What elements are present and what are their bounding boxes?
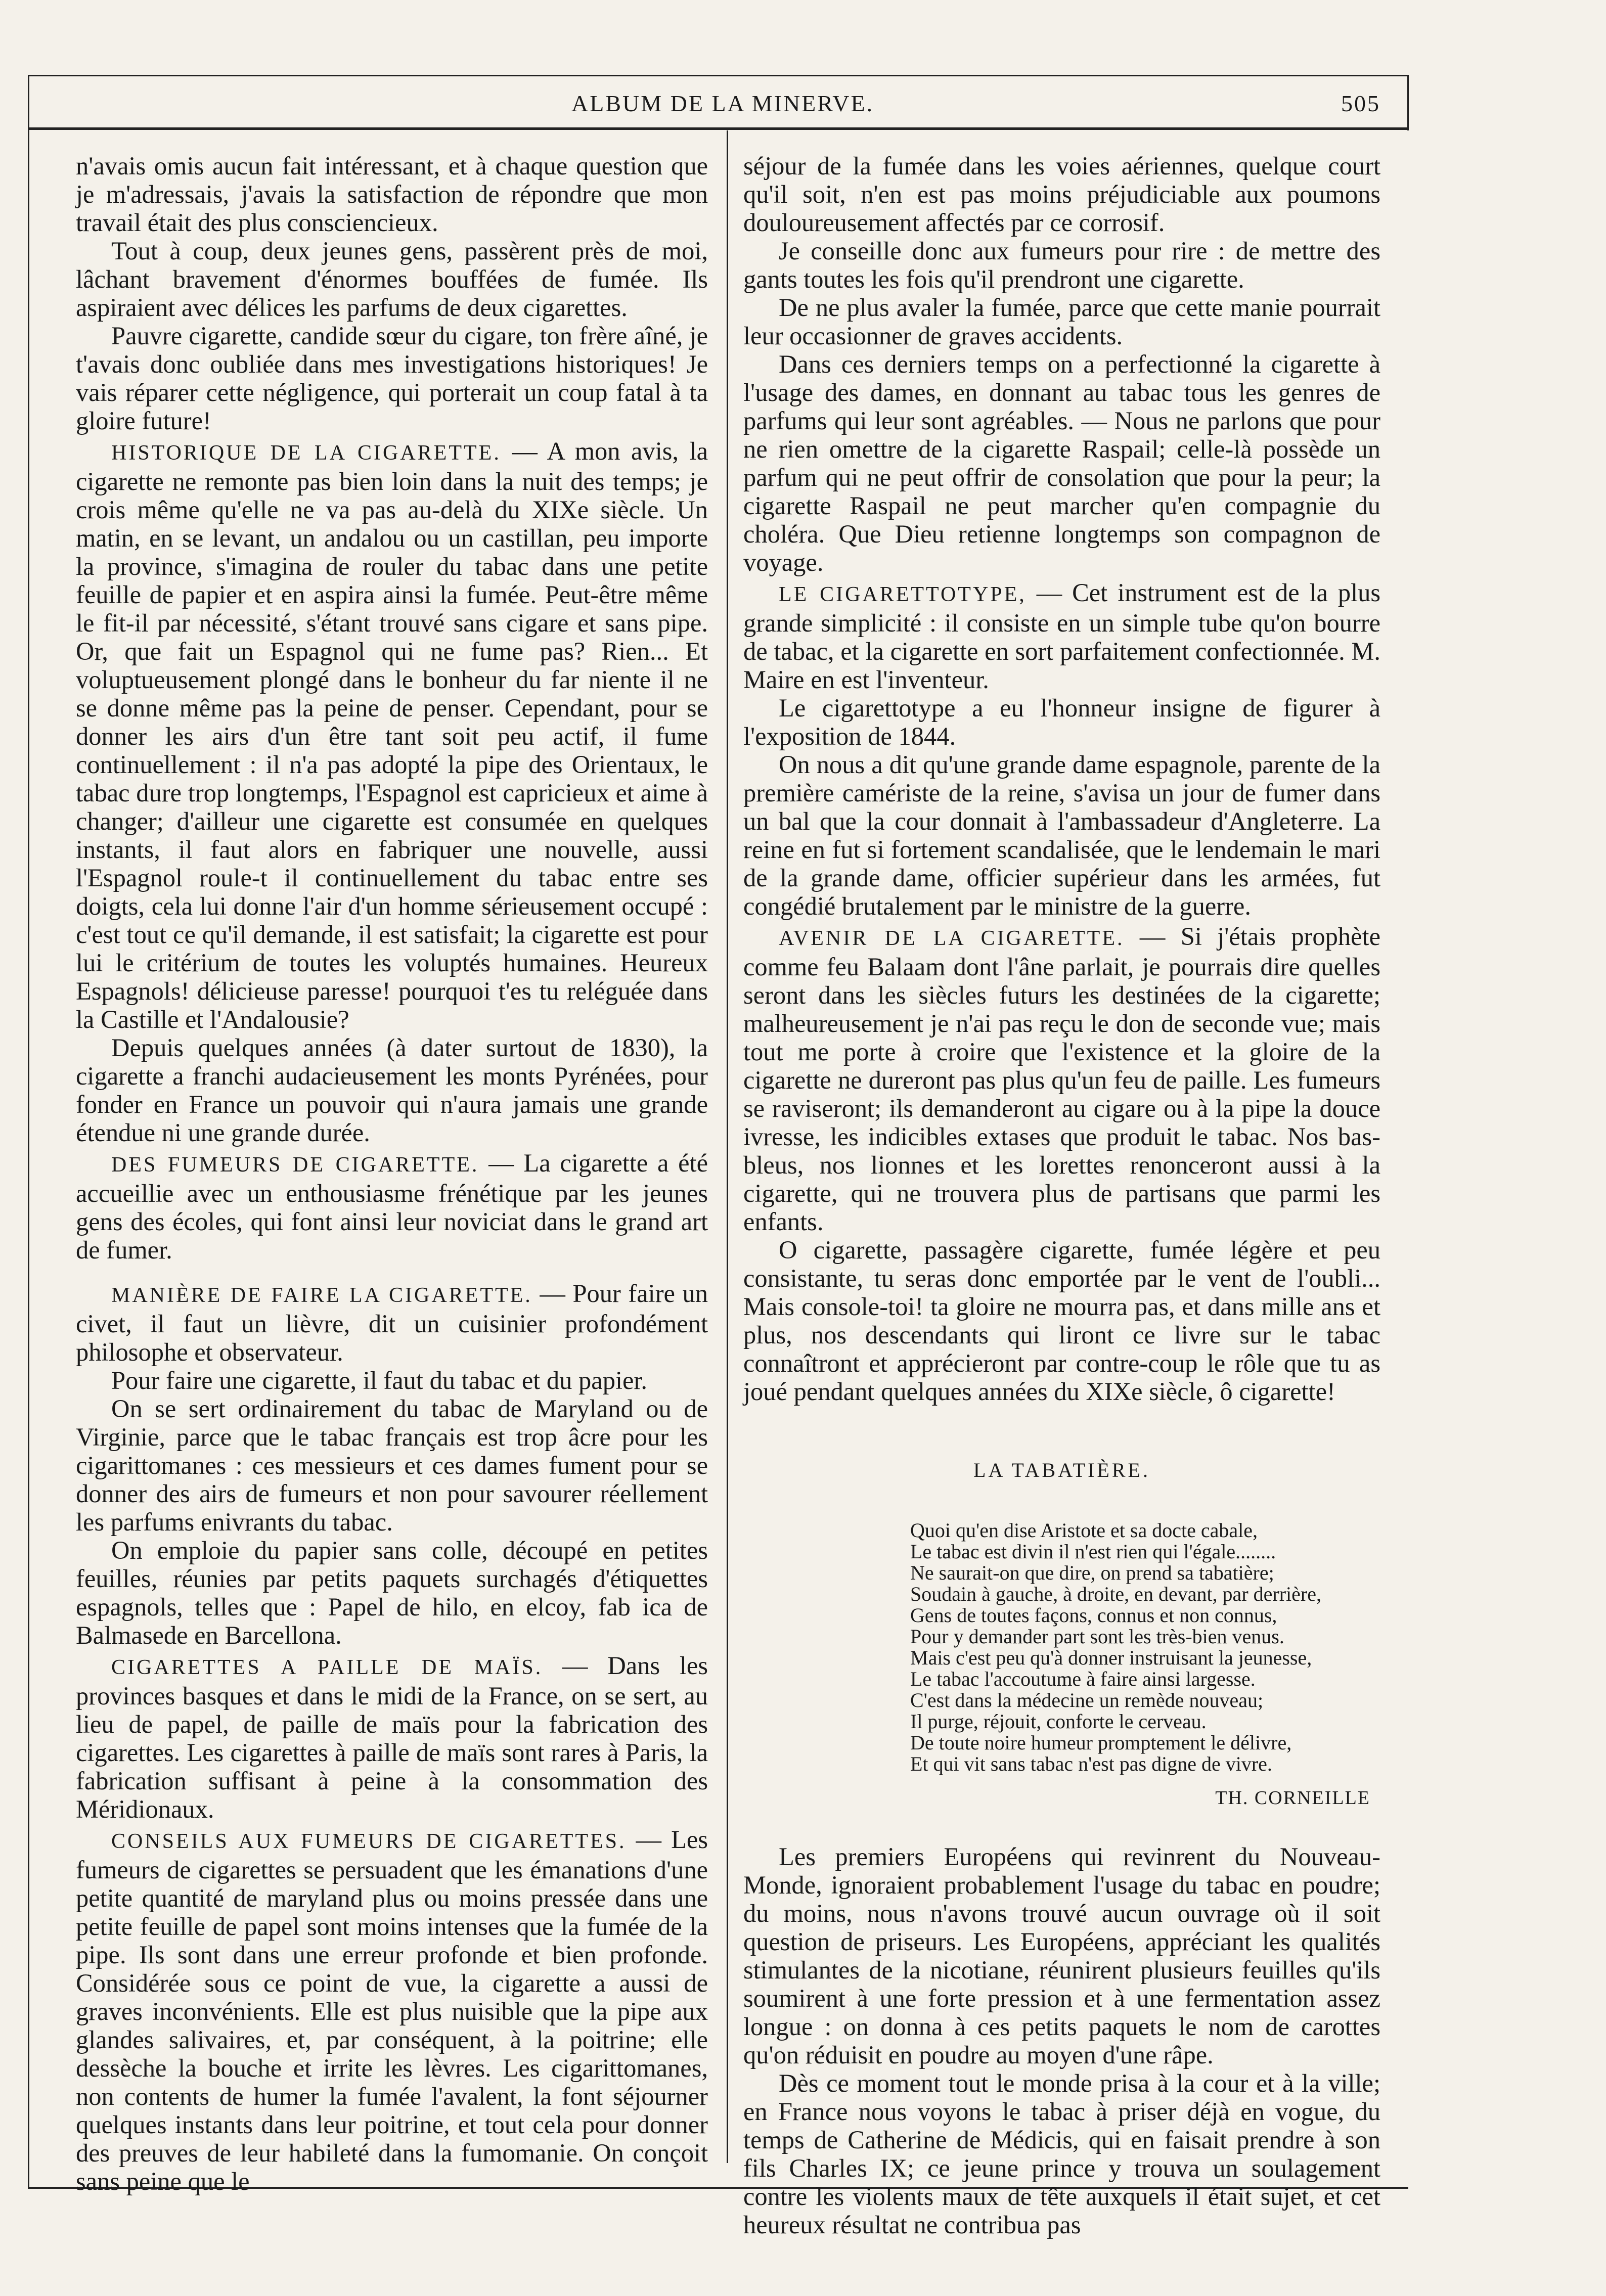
poem-line: Soudain à gauche, à droite, en devant, par derrière, [910,1583,1321,1605]
paragraph: Le cigarettotype a eu l'honneur insigne de figurer à l'exposition de 1844. [743,694,1380,750]
header-top-rule [28,75,1408,76]
paragraph: Tout à coup, deux jeunes gens, passèrent près de moi, lâchant bravement d'énormes bouffées de fumée. Ils aspiraient avec délices les parfums de deux cigarettes. [76,237,708,322]
paragraph: Les premiers Européens qui revinrent du Nouveau-Monde, ignoraient probablement l'usage du tabac en poudre; du moins, nous n'avons trouvé aucun ouvrage où il soit question de priseurs. Les Européens, appréciant les qualités stimulantes de la nicotiane, réunirent plusieurs feuilles qu'ils soumirent à une forte pression et à une fermentation assez longue : on donna à ces petits paquets le nom de carottes qu'on réduisit en poudre au moyen d'une râpe. [743,1842,1380,2069]
right-column [743,152,1380,2239]
paragraph: Pour faire une cigarette, il faut du tabac et du papier. [111,1366,648,1394]
running-header [35,85,1401,125]
section-text: — A mon avis, la cigarette ne remonte pas bien loin dans la nuit des temps; je crois même qu'elle ne va pas au-delà du XIXe siècle. Un matin, en se levant, un andalou ou un castillan, peu importe la province, s'imagina de rouler du tabac dans une petite feuille de papier et en aspira ainsi la fumée. Peut-être même le fit-il par nécessité, s'étant trouvé sans cigare et sans pipe. Or, que fait un Espagnol qui ne fume pas? Rien... Et voluptueusement plongé dans le bonheur du far niente il ne se donne même pas la peine de penser. Cependant, pour se donner les airs d'un être tant soit peu actif, il fume continuellement : il n'a pas adopté la pipe des Orientaux, le tabac dure trop longtemps, l'Espagnol est capricieux et aime à changer; d'ailleur une cigarette est consumée en quelques instants, il faut alors en fabriquer une nouvelle, aussi l'Espagnol roule-t il continuellement du tabac entre ses doigts, cela lui donne l'air d'un homme sérieusement occupé : c'est tout ce qu'il demande, il est satisfait; la cigarette est pour lui le critérium de toutes les voluptés humaines. Heureux Espagnols! délicieuse paresse! pourquoi t'es tu reléguée dans la Castille et l'Andalousie? [76,437,708,1033]
section-paragraph [76,1651,708,1823]
paragraph: Pauvre cigarette, candide sœur du cigare, ton frère aîné, je t'avais donc oubliée dans mes investigations historiques! Je vais réparer cette négligence, qui porterait un coup fatal à ta gloire future! [76,322,708,435]
section-paragraph [743,578,1380,694]
section-paragraph [76,1825,708,2195]
poem-author: TH. CORNEILLE [1215,1787,1370,1809]
paragraph: Dans ces derniers temps on a perfectionné la cigarette à l'usage des dames, en donnant au tabac tous les genres de parfums qui leur sont agréables. — Nous ne parlons que pour ne rien omettre de la cigarette Raspail; celle-là possède un parfum qui ne peut offrir de consolation que pour la peur; la cigarette Raspail ne peut marcher qu'en compagnie du choléra. Que Dieu retienne longtemps son compagnon de voyage. [743,350,1380,576]
poem-line: Le tabac est divin il n'est rien qui l'égale........ [910,1540,1276,1563]
section-text: — Pour faire un civet, il faut un lièvre, dit un cuisinier profondément philosophe et observateur. [76,1279,708,1366]
paragraph: Depuis quelques années (à dater surtout de 1830), la cigarette a franchi audacieusement les monts Pyrénées, pour fonder en France un pouvoir qui n'aura jamais une grande étendue ni une grande durée. [76,1033,708,1147]
section-heading: LE CIGARETTOTYPE, [779,583,1027,606]
poem-line: Ne saurait-on que dire, on prend sa tabatière; [910,1561,1274,1584]
poem-line: Quoi qu'en dise Aristote et sa docte cabale, [910,1519,1258,1542]
section-text: — La cigarette a été accueillie avec un enthousiasme frénétique par les jeunes gens des écoles, qui font ainsi leur noviciat dans le grand art de fumer. [76,1149,708,1264]
section-heading: AVENIR DE LA CIGARETTE. [779,927,1125,950]
poem-line: Gens de toutes façons, connus et non connus, [910,1604,1277,1627]
section-heading: CONSEILS AUX FUMEURS DE CIGARETTES. [111,1830,627,1853]
section-heading: CIGARETTES A PAILLE DE MAÏS. [111,1656,543,1679]
running-title: ALBUM DE LA MINERVE. [571,91,874,116]
poem-line: Le tabac l'accoutume à faire ainsi largesse. [910,1668,1256,1690]
paragraph: Dès ce moment tout le monde prisa à la cour et à la ville; en France nous voyons le tabac à priser déjà en vogue, du temps de Catherine de Médicis, qui en faisait prendre à son fils Charles IX; ce jeune prince y trouva un soulagement contre les violents maux de tête auxquels il était sujet, et cet heureux résultat ne contribua pas [743,2069,1380,2239]
poem-line: De toute noire humeur promptement le délivre, [910,1731,1292,1754]
poem-line: Il purge, réjouit, conforte le cerveau. [910,1710,1207,1733]
section-paragraph [76,1149,708,1264]
poem [910,1520,1380,1775]
section-heading: HISTORIQUE DE LA CIGARETTE. [111,441,501,465]
section-heading: MANIÈRE DE FAIRE LA CIGARETTE. [111,1284,532,1307]
poem-line: Pour y demander part sont les très-bien venus. [910,1625,1284,1648]
paragraph: On se sert ordinairement du tabac de Maryland ou de Virginie, parce que le tabac français est trop âcre pour les cigarittomanes : ces messieurs et ces dames fument pour se donner des airs de fumeurs et non pour savourer réellement les parfums enivrants du tabac. [76,1394,708,1536]
section-text: — Si j'étais prophète comme feu Balaam dont l'âne parlait, je pourrais dire quelles seront dans les siècles futurs les destinées de la cigarette; malheureusement je n'ai pas reçu le don de seconde vue; mais tout me porte à croire que l'existence et la gloire de la cigarette ne dureront pas plus qu'un feu de paille. Les fumeurs se raviseront; ils demanderont au cigare ou à la pipe la douce ivresse, les indicibles extases que produit le tabac. Nos bas-bleus, nos lionnes et les lorettes renonceront aussi à la cigarette, qui ne trouvera plus de partisans que parmi les enfants. [743,922,1381,1236]
section-text: — Les fumeurs de cigarettes se persuadent que les émanations d'une petite quantité de maryland plus ou moins pressée dans une petite feuille de papel sont moins intenses que la fumée de la pipe. Ils sont dans une erreur profonde et bien profonde. Considérée sous ce point de vue, la cigarette a aussi de graves inconvénients. Elle est plus nuisible que la pipe aux glandes salivaires, et, par conséquent, à la poitrine; elle dessèche la bouche et irrite les lèvres. Les cigarittomanes, non contents de humer la fumée l'avalent, la font séjourner quelques instants dans leur poitrine, et tout cela pour donner des preuves de leur habileté dans la fumomanie. On conçoit sans peine que le [76,1825,708,2195]
paragraph: n'avais omis aucun fait intéressant, et à chaque question que je m'adressais, j'avais la satisfaction de répondre que mon travail était des plus consciencieux. [76,152,708,237]
left-column [76,152,708,2195]
poem-title: LA TABATIÈRE. [973,1459,1150,1481]
left-border [28,75,29,2188]
paragraph: O cigarette, passagère cigarette, fumée légère et peu consistante, tu seras donc emportée par le vent de l'oubli... Mais console-toi! ta gloire ne mourra pas, et dans mille ans et plus, nos descendants qui liront ce livre sur le tabac connaîtront et apprécieront par contre-coup le rôle que tu as joué pendant quelques années du XIXe siècle, ô cigarette! [743,1236,1380,1406]
header-bottom-rule [28,127,1408,130]
section-paragraph [743,922,1380,1236]
poem-line: C'est dans la médecine un remède nouveau; [910,1689,1264,1712]
paragraph: On emploie du papier sans colle, découpé en petites feuilles, réunies par petits paquets surchagés d'étiquettes espagnols, telles que : Papel de hilo, en elcoy, fab ica de Balmasede en Barcellona. [76,1536,708,1649]
section-text: — Cet instrument est de la plus grande simplicité : il consiste en un simple tube qu'on bourre de tabac, et la cigarette en sort parfaitement confectionnée. M. Maire en est l'inventeur. [743,578,1381,694]
section-text: — Dans les provinces basques et dans le midi de la France, on se sert, au lieu de papel, de paille de maïs pour la fabrication des cigarettes. Les cigarettes à paille de maïs sont rares à Paris, la fabrication suffisant à peine à la consommation des Méridionaux. [76,1651,708,1823]
right-border [1407,75,1409,130]
poem-line: Et qui vit sans tabac n'est pas digne de vivre. [910,1752,1272,1775]
paragraph: séjour de la fumée dans les voies aériennes, quelque court qu'il soit, n'en est pas moins préjudiciable aux poumons douloureusement affectés par ce corrosif. [743,152,1380,237]
section-paragraph [76,437,708,1033]
paragraph: Je conseille donc aux fumeurs pour rire : de mettre des gants toutes les fois qu'il prendront une cigarette. [743,237,1380,293]
page-number: 505 [1341,91,1380,116]
section-heading: DES FUMEURS DE CIGARETTE. [111,1153,479,1177]
paragraph: On nous a dit qu'une grande dame espagnole, parente de la première camériste de la reine, s'avisa un jour de fumer dans un bal que la cour donnait à l'ambassadeur d'Angleterre. La reine en fut si fortement scandalisée, que le lendemain le mari de la grande dame, officier supérieur dans les armées, fut congédié brutalement par le ministre de la guerre. [743,750,1380,920]
paragraph: De ne plus avaler la fumée, parce que cette manie pourrait leur occasionner de graves accidents. [743,293,1380,350]
poem-line: Mais c'est peu qu'à donner instruisant la jeunesse, [910,1646,1312,1669]
section-paragraph [76,1279,708,1366]
column-divider [727,130,728,2163]
